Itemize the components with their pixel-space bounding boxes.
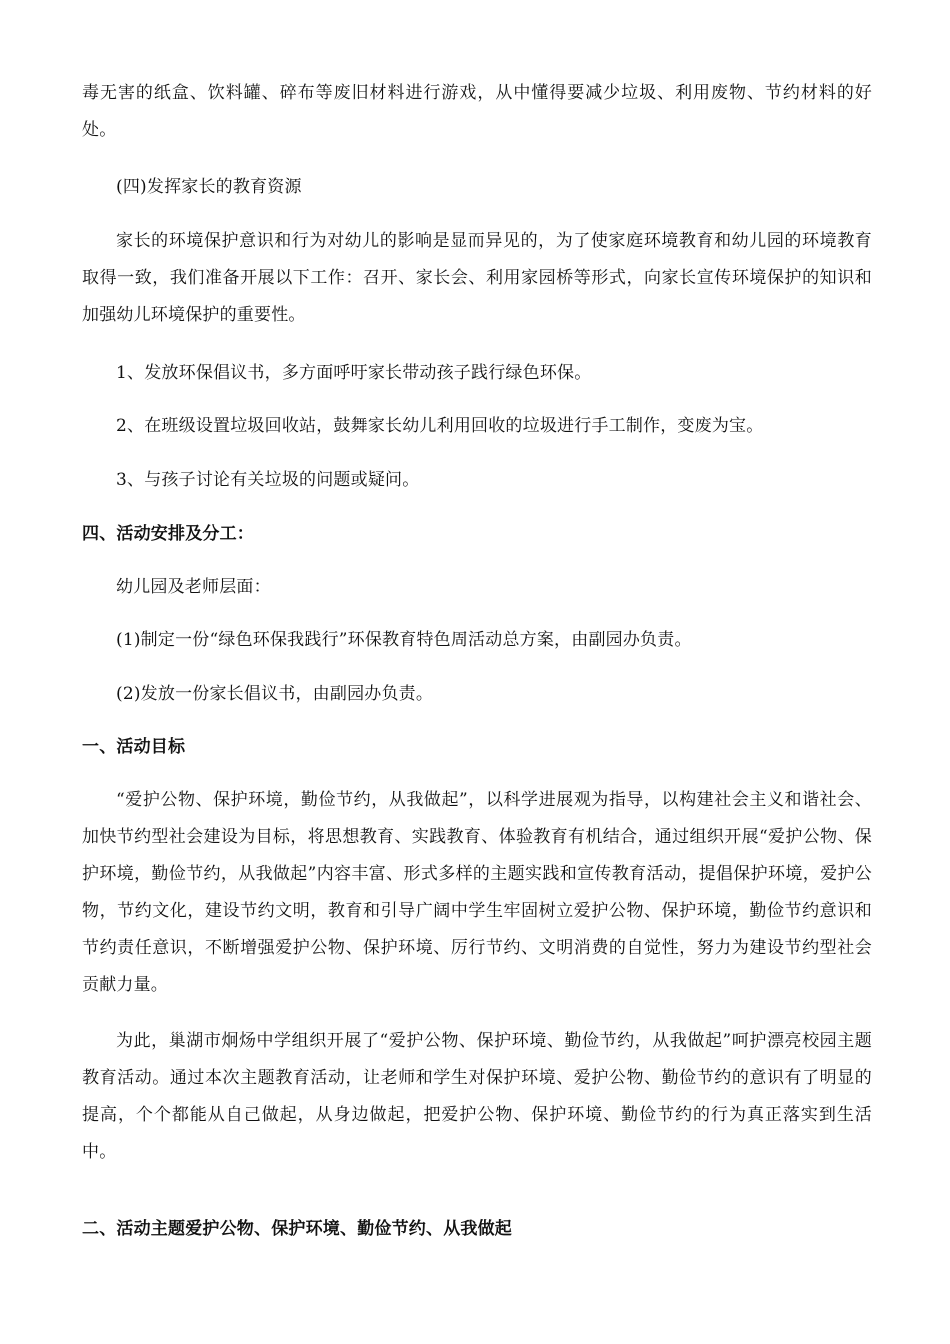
section-heading-activity-theme: 二、活动主题爱护公物、保护环境、勤俭节约、从我做起: [82, 1219, 512, 1239]
list-item-parents-2: 2、在班级设置垃圾回收站，鼓舞家长幼儿利用回收的垃圾进行手工制作，变废为宝。: [116, 416, 764, 436]
section-heading-activity-goal: 一、活动目标: [82, 737, 186, 757]
list-item-parents-3: 3、与孩子讨论有关垃圾的问题或疑问。: [116, 470, 420, 490]
kindergarten-level-label: 幼儿园及老师层面：: [116, 577, 271, 597]
paragraph-school-activity: 为此，巢湖市炯炀中学组织开展了“爱护公物、保护环境、勤俭节约，从我做起”呵护漂亮校园主题教育活动。通过本次主题教育活动，让老师和学生对保护环境、爱护公物、勤俭节约的意识有了明显的提高，个个都能从自己做起，从身边做起，把爱护公物、保护环境、勤俭节约的行为真正落实到生活中。: [82, 1031, 872, 1162]
paragraph-continuation: 毒无害的纸盒、饮料罐、碎布等废旧材料进行游戏，从中懂得要减少垃圾、利用废物、节约材料的好处。: [82, 83, 872, 140]
sub-heading-parents-resources: (四)发挥家长的教育资源: [116, 177, 302, 197]
paragraph-parents: 家长的环境保护意识和行为对幼儿的影响是显而异见的，为了使家庭环境教育和幼儿园的环境教育取得一致，我们准备开展以下工作：召开、家长会、利用家园桥等形式，向家长宣传环境保护的知识和加强幼儿环境保护的重要性。: [82, 231, 872, 325]
kindergarten-item-2: (2)发放一份家长倡议书，由副园办负责。: [116, 684, 434, 704]
section-heading-activity-arrangement: 四、活动安排及分工：: [82, 524, 254, 544]
paragraph-goal: “爱护公物、保护环境，勤俭节约，从我做起”，以科学进展观为指导，以构建社会主义和谐社会、加快节约型社会建设为目标，将思想教育、实践教育、体验教育有机结合，通过组织开展“爱护公物、保护环境，勤俭节约，从我做起”内容丰富、形式多样的主题实践和宣传教育活动，提倡保护环境，爱护公物，节约文化，建设节约文明，教育和引导广阔中学生牢固树立爱护公物、保护环境，勤俭节约意识和节约责任意识，不断增强爱护公物、保护环境、厉行节约、文明消费的自觉性，努力为建设节约型社会贡献力量。: [82, 790, 872, 995]
list-item-parents-1: 1、发放环保倡议书，多方面呼吁家长带动孩子践行绿色环保。: [116, 363, 592, 383]
kindergarten-item-1: (1)制定一份“绿色环保我践行”环保教育特色周活动总方案，由副园办负责。: [116, 630, 692, 650]
